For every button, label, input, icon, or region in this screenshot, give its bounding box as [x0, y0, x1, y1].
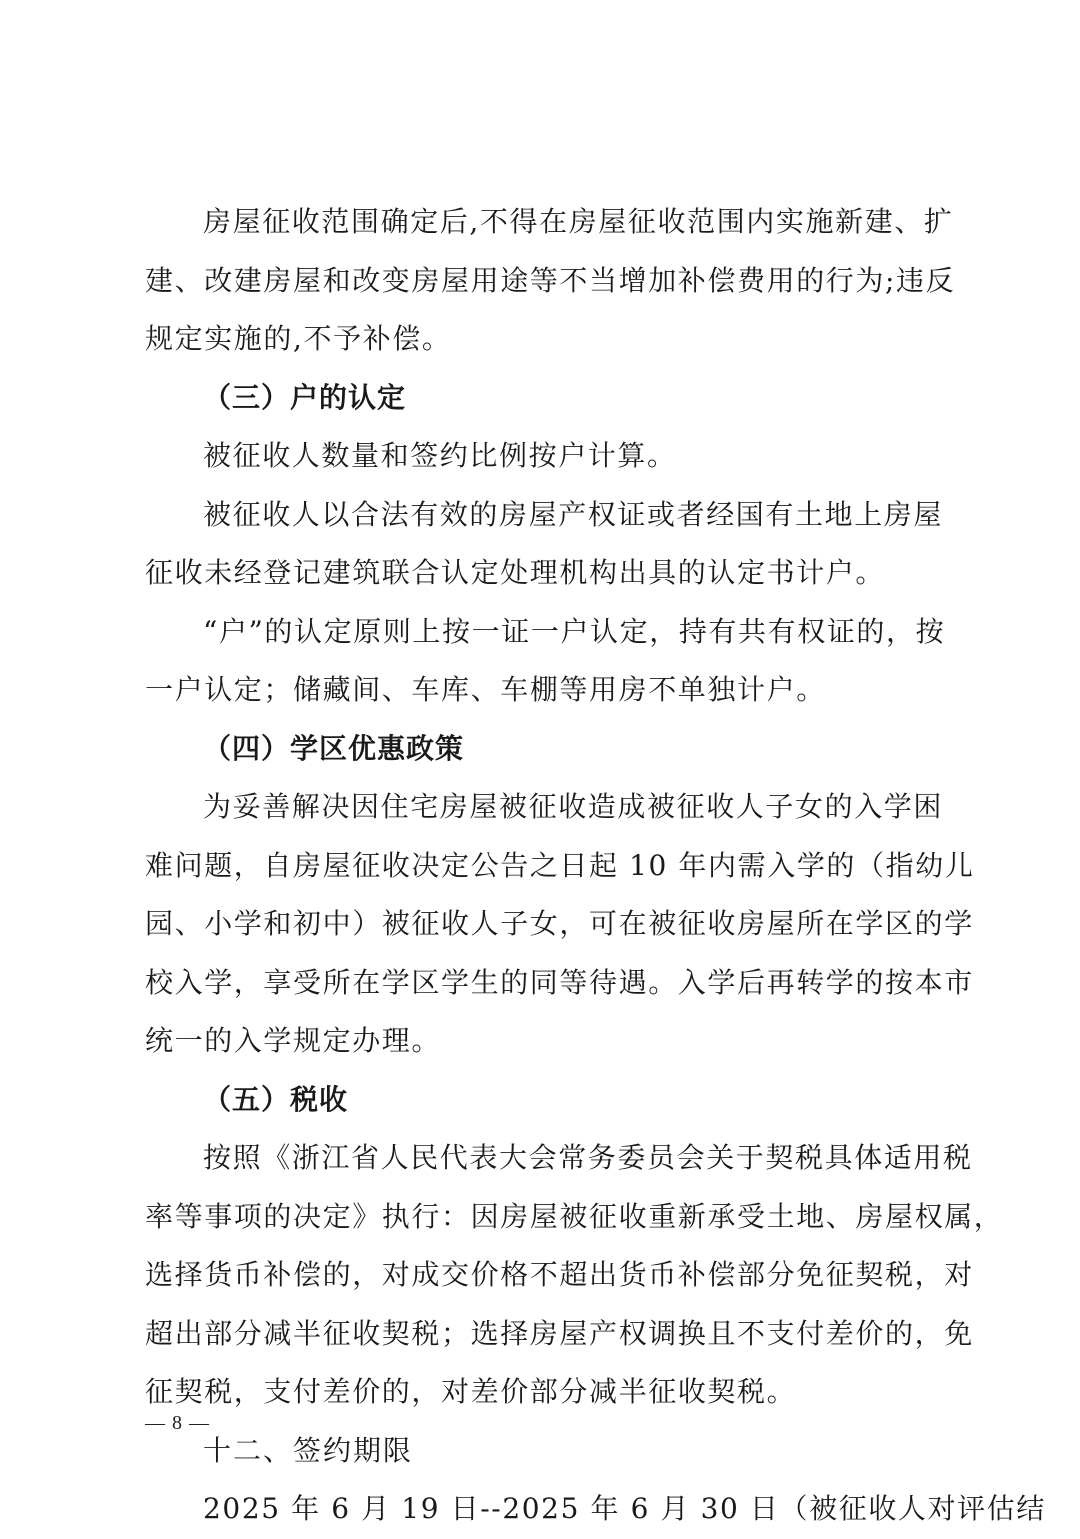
paragraph-line: 征契税，支付差价的，对差价部分减半征收契税。: [145, 1375, 797, 1408]
paragraph-line: 统一的入学规定办理。: [145, 1024, 442, 1057]
paragraph-line: 为妥善解决因住宅房屋被征收造成被征收人子女的入学困: [203, 790, 944, 823]
section-heading: 十二、签约期限: [203, 1433, 414, 1467]
paragraph-line: 房屋征收范围确定后,不得在房屋征收范围内实施新建、扩: [203, 205, 954, 238]
paragraph-line: 被征收人数量和签约比例按户计算。: [203, 439, 677, 472]
paragraph-line: 难问题，自房屋征收决定公告之日起 10 年内需入学的（指幼儿: [145, 848, 975, 882]
paragraph-line: 按照《浙江省人民代表大会常务委员会关于契税具体适用税: [203, 1141, 973, 1174]
paragraph-line: 规定实施的,不予补偿。: [145, 322, 452, 355]
subsection-heading: （四）学区优惠政策: [203, 731, 465, 765]
paragraph-line: 校入学，享受所在学区学生的同等待遇。入学后再转学的按本市: [145, 965, 974, 999]
paragraph-line: “户”的认定原则上按一证一户认定，持有共有权证的，按: [203, 614, 946, 648]
paragraph-line: 园、小学和初中）被征收人子女，可在被征收房屋所在学区的学: [145, 907, 974, 940]
paragraph-line: 一户认定；储藏间、车库、车棚等用房不单独计户。: [145, 673, 826, 706]
document-body: [145, 193, 1046, 1539]
paragraph-line: 被征收人以合法有效的房屋产权证或者经国有土地上房屋: [203, 497, 944, 531]
subsection-heading: （五）税收: [203, 1082, 349, 1116]
subsection-heading: （三）户的认定: [203, 380, 407, 414]
paragraph-line: 建、改建房屋和改变房屋用途等不当增加补偿费用的行为;违反: [145, 263, 956, 297]
paragraph-line: 超出部分减半征收契税；选择房屋产权调换且不支付差价的，免: [145, 1316, 974, 1350]
paragraph-line: 征收未经登记建筑联合认定处理机构出具的认定书计户。: [145, 556, 886, 589]
paragraph-line: 2025 年 6 月 19 日--2025 年 6 月 30 日（被征收人对评估结: [203, 1492, 1046, 1525]
paragraph-line: 率等事项的决定》执行：因房屋被征收重新承受土地、房屋权属，: [145, 1199, 1004, 1233]
page-number: — 8 —: [145, 1412, 210, 1434]
paragraph-line: 选择货币补偿的，对成交价格不超出货币补偿部分免征契税，对: [145, 1258, 974, 1291]
